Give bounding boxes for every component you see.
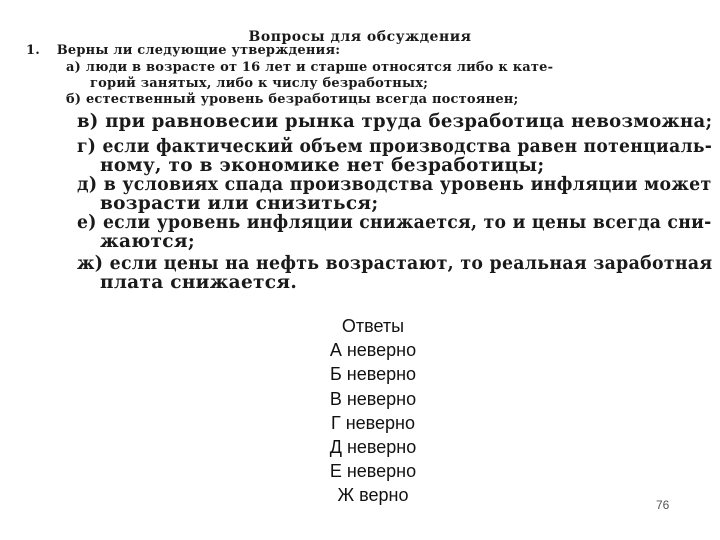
section-title: Вопросы для обсуждения bbox=[248, 29, 472, 45]
answers-block bbox=[300, 314, 446, 508]
statement-e-line1: е) если уровень инфляции снижается, то и цены всегда сни- bbox=[77, 212, 712, 233]
statement-d-line1: д) в условиях спада производства уровень инфляции может bbox=[77, 174, 712, 195]
question-text: Верны ли следующие утверждения: bbox=[56, 43, 341, 58]
statement-v: в) при равновесии рынка труда безработица невозможна; bbox=[77, 111, 713, 132]
answer-line: В неверно bbox=[329, 388, 417, 409]
answer-line: Ж верно bbox=[337, 485, 409, 506]
statement-b: б) естественный уровень безработицы всегда постоянен; bbox=[66, 92, 519, 107]
statement-zh-line1: ж) если цены на нефть возрастают, то реальная заработная bbox=[77, 253, 713, 274]
answer-line: Б неверно bbox=[329, 364, 417, 385]
question-line bbox=[26, 43, 340, 58]
statement-d-line2: возрасти или снизиться; bbox=[100, 193, 379, 214]
answers-heading: Ответы bbox=[341, 316, 405, 336]
statement-a-line1: а) люди в возрасте от 16 лет и старше относятся либо к кате- bbox=[66, 60, 554, 75]
statement-g-line2: ному, то в экономике нет безработицы; bbox=[100, 155, 545, 176]
statement-e-line2: жаются; bbox=[100, 231, 195, 252]
answer-line: А неверно bbox=[329, 340, 417, 361]
answer-line: Г неверно bbox=[330, 412, 416, 433]
question-number: 1. bbox=[26, 43, 40, 58]
statement-zh-line2: плата снижается. bbox=[100, 272, 298, 293]
slide-number: 76 bbox=[656, 498, 670, 512]
answer-line: Д неверно bbox=[329, 437, 417, 458]
answer-line: Е неверно bbox=[329, 461, 417, 482]
statement-g-line1: г) если фактический объем производства равен потенциаль- bbox=[77, 136, 713, 157]
statement-a-line2: горий занятых, либо к числу безработных; bbox=[90, 76, 429, 91]
